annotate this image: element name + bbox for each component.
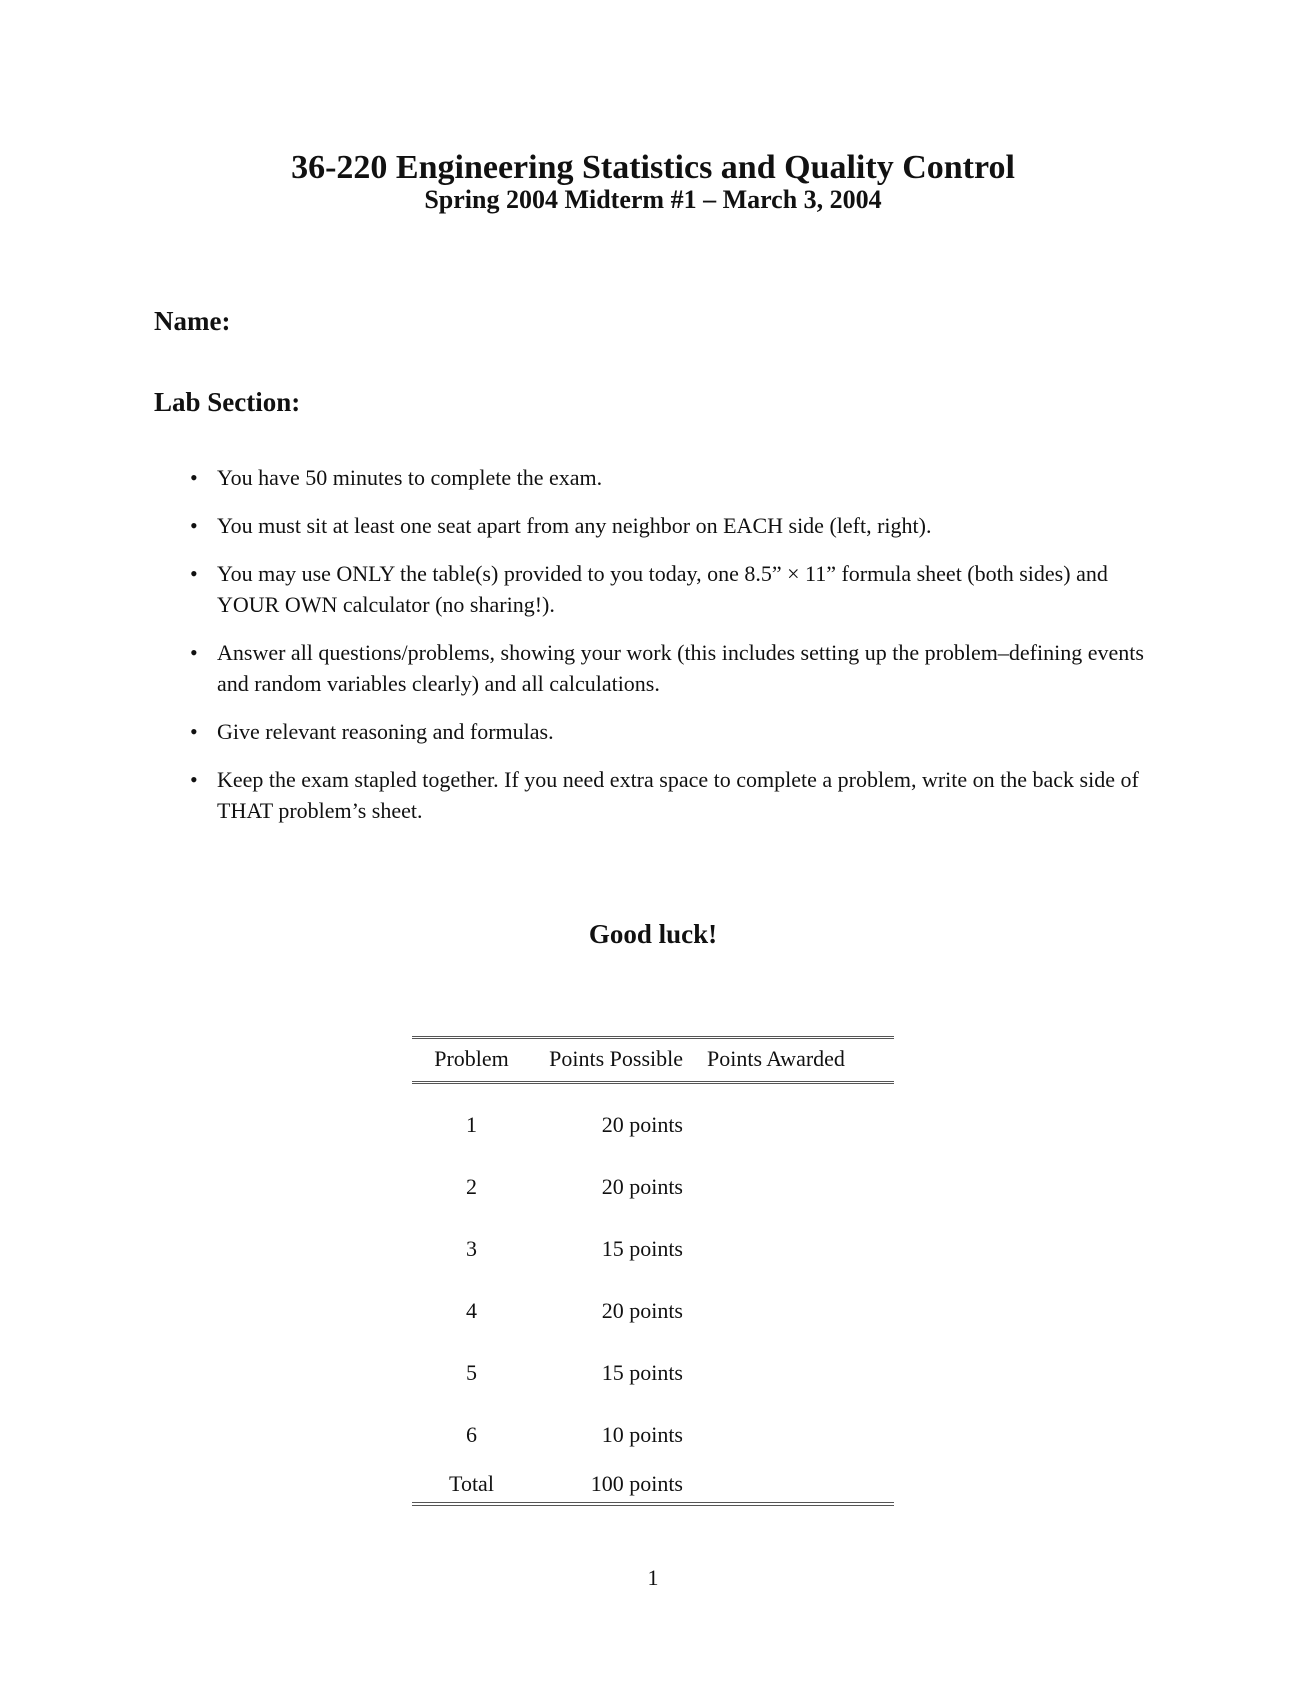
points-possible: 15 points: [601, 1360, 683, 1385]
instruction-text: Answer all questions/problems, showing your work (this includes setting up the problem–defining events and random variables clearly) and all calculations.: [217, 640, 1144, 696]
total-row: [412, 1466, 894, 1504]
score-table-header-row: [412, 1038, 894, 1083]
good-luck-heading: Good luck!: [588, 919, 718, 949]
table-row: [412, 1083, 894, 1157]
total-label: Total: [412, 1466, 531, 1504]
points-awarded: [695, 1280, 894, 1342]
exam-title: 36-220 Engineering Statistics and Quality Control: [291, 149, 1015, 186]
page-number: 1: [647, 1565, 659, 1590]
problem-number: 6: [466, 1422, 477, 1447]
exam-subtitle: Spring 2004 Midterm #1 – March 3, 2004: [424, 185, 882, 214]
instruction-text: You have 50 minutes to complete the exam.: [217, 465, 603, 490]
points-possible: 20 points: [601, 1298, 683, 1323]
total-points-awarded: [695, 1466, 894, 1504]
points-awarded: [695, 1083, 894, 1157]
instruction-item: [190, 510, 1160, 541]
table-row: [412, 1342, 894, 1404]
table-row: [412, 1218, 894, 1280]
bullet-icon: •: [190, 513, 198, 538]
points-awarded: [695, 1404, 894, 1466]
problem-number: 4: [466, 1298, 477, 1323]
instruction-item: [190, 716, 1160, 747]
instruction-text: You may use ONLY the table(s) provided to you today, one 8.5” × 11” formula sheet (both sides) and YOUR OWN calculator (no sharing!).: [217, 561, 1108, 617]
points-possible: 20 points: [601, 1174, 683, 1199]
instruction-item: [190, 637, 1160, 699]
instruction-text: Keep the exam stapled together. If you need extra space to complete a problem, write on the back side of THAT problem’s sheet.: [217, 767, 1139, 823]
instruction-item: [190, 558, 1160, 620]
points-awarded: [695, 1218, 894, 1280]
header-points-awarded: Points Awarded: [695, 1038, 894, 1083]
score-table: [412, 1036, 894, 1506]
header-problem: Problem: [412, 1038, 531, 1083]
points-possible: 10 points: [601, 1422, 683, 1447]
instruction-text: You must sit at least one seat apart from any neighbor on EACH side (left, right).: [217, 513, 932, 538]
problem-number: 5: [466, 1360, 477, 1385]
header-points-possible: Points Possible: [531, 1038, 695, 1083]
total-points-possible: 100 points: [531, 1466, 695, 1504]
instructions-list: [190, 462, 1160, 843]
problem-number: 3: [466, 1236, 477, 1261]
name-label: Name:: [154, 306, 231, 336]
table-row: [412, 1280, 894, 1342]
bullet-icon: •: [190, 640, 198, 665]
points-awarded: [695, 1156, 894, 1218]
instruction-text: Give relevant reasoning and formulas.: [217, 719, 554, 744]
bullet-icon: •: [190, 465, 198, 490]
table-row: [412, 1156, 894, 1218]
points-awarded: [695, 1342, 894, 1404]
problem-number: 2: [466, 1174, 477, 1199]
table-row: [412, 1404, 894, 1466]
instruction-item: [190, 462, 1160, 493]
instruction-item: [190, 764, 1160, 826]
bullet-icon: •: [190, 767, 198, 792]
problem-number: 1: [466, 1112, 477, 1137]
bullet-icon: •: [190, 561, 198, 586]
points-possible: 15 points: [601, 1236, 683, 1261]
lab-section-label: Lab Section:: [154, 387, 301, 417]
points-possible: 20 points: [601, 1112, 683, 1137]
bullet-icon: •: [190, 719, 198, 744]
